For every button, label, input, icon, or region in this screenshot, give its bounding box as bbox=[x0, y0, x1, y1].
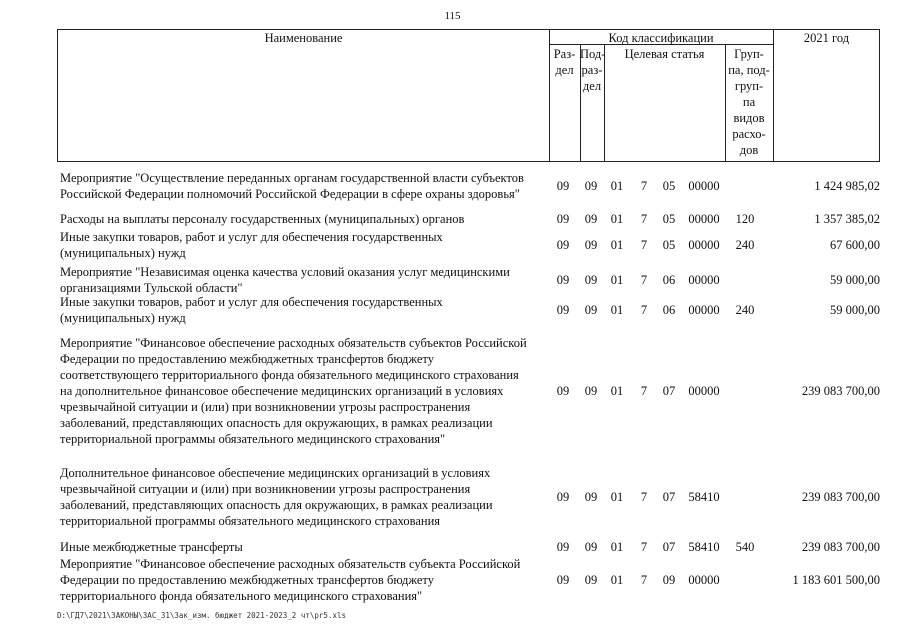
header-name: Наименование bbox=[264, 31, 343, 45]
row-name: Расходы на выплаты персоналу государственных (муниципальных) органов bbox=[60, 212, 465, 226]
cell-podrazdel: 09 bbox=[584, 490, 598, 504]
row-name: Мероприятие "Финансовое обеспечение расходных обязательств субъекта Российской Федерации по предоставлению межбюджетных трансфертов бюджету территориального фонда обязательного медицинского страхования" bbox=[60, 557, 521, 603]
row-name: Мероприятие "Финансовое обеспечение расходных обязательств субъектов Российской Федерации по предоставлению межбюджетных трансфертов бюджету соответствующего территориального фонда обязательного медицинского страхования на дополнительное финансовое обеспечение медицинских организаций в условиях чрезвычайной ситуации и (или) при возникновении угрозы распространения заболеваний, представляющих опасность для окружающих, в рамках реализации территориальной программы обязательного медицинского страхования" bbox=[60, 336, 527, 446]
cell-cs3: 05 bbox=[662, 212, 676, 226]
row-name: Иные межбюджетные трансферты bbox=[60, 540, 243, 554]
cell-amount: 239 083 700,00 bbox=[801, 490, 880, 504]
row-name: Иные закупки товаров, работ и услуг для обеспечения государственных (муниципальных) нужд bbox=[60, 230, 443, 260]
cell-cs3: 07 bbox=[662, 540, 676, 554]
cell-amount: 59 000,00 bbox=[830, 273, 880, 287]
cell-amount: 59 000,00 bbox=[830, 303, 880, 317]
page-number: 115 bbox=[444, 10, 461, 22]
cell-cs2: 7 bbox=[640, 238, 648, 252]
cell-podrazdel: 09 bbox=[584, 384, 598, 398]
cell-cs1: 01 bbox=[610, 490, 624, 504]
cell-vr: 540 bbox=[735, 540, 755, 554]
cell-cs3: 06 bbox=[662, 273, 676, 287]
cell-razdel: 09 bbox=[556, 490, 570, 504]
cell-razdel: 09 bbox=[556, 179, 570, 193]
cell-cs1: 01 bbox=[610, 540, 624, 554]
cell-vr: 240 bbox=[735, 303, 755, 317]
header-podrazdel: Под- раз- дел bbox=[580, 47, 606, 93]
cell-cs2: 7 bbox=[640, 212, 648, 226]
header-group: Груп- па, под- груп- па видов расхо- дов bbox=[728, 47, 770, 157]
cell-podrazdel: 09 bbox=[584, 303, 598, 317]
cell-cs3: 06 bbox=[662, 303, 676, 317]
cell-cs4: 00000 bbox=[688, 179, 720, 193]
cell-amount: 1 357 385,02 bbox=[814, 212, 880, 226]
cell-razdel: 09 bbox=[556, 238, 570, 252]
row-name: Дополнительное финансовое обеспечение медицинских организаций в условиях чрезвычайной ситуации и (или) при возникновении угрозы распространения заболеваний, представляющих опасность для окружающих, в рамках реализации территориальной программы обязательного медицинского страхования bbox=[60, 466, 493, 528]
cell-cs1: 01 bbox=[610, 384, 624, 398]
row-name: Мероприятие "Осуществление переданных органам государственной власти субъектов Российской Федерации полномочий Российской Федерации в сфере охраны здоровья" bbox=[60, 171, 524, 201]
cell-cs2: 7 bbox=[640, 573, 648, 587]
table-header bbox=[57, 29, 880, 162]
cell-podrazdel: 09 bbox=[584, 179, 598, 193]
header-year: 2021 год bbox=[803, 31, 850, 45]
cell-cs3: 07 bbox=[662, 384, 676, 398]
cell-podrazdel: 09 bbox=[584, 238, 598, 252]
row-name: Иные закупки товаров, работ и услуг для обеспечения государственных (муниципальных) нужд bbox=[60, 295, 443, 325]
cell-amount: 239 083 700,00 bbox=[801, 540, 880, 554]
cell-amount: 1 424 985,02 bbox=[814, 179, 880, 193]
cell-cs2: 7 bbox=[640, 540, 648, 554]
cell-razdel: 09 bbox=[556, 540, 570, 554]
cell-cs4: 00000 bbox=[688, 212, 720, 226]
cell-cs3: 05 bbox=[662, 179, 676, 193]
cell-cs1: 01 bbox=[610, 303, 624, 317]
cell-amount: 239 083 700,00 bbox=[801, 384, 880, 398]
header-code-group: Код классификации bbox=[608, 31, 714, 45]
cell-podrazdel: 09 bbox=[584, 212, 598, 226]
cell-cs1: 01 bbox=[610, 212, 624, 226]
cell-cs4: 00000 bbox=[688, 273, 720, 287]
cell-cs1: 01 bbox=[610, 273, 624, 287]
cell-amount: 1 183 601 500,00 bbox=[792, 573, 880, 587]
cell-cs2: 7 bbox=[640, 179, 648, 193]
header-razdel: Раз- дел bbox=[553, 47, 576, 77]
cell-razdel: 09 bbox=[556, 384, 570, 398]
cell-cs4: 58410 bbox=[688, 490, 720, 504]
cell-cs3: 07 bbox=[662, 490, 676, 504]
cell-cs2: 7 bbox=[640, 303, 648, 317]
cell-cs1: 01 bbox=[610, 179, 624, 193]
cell-vr: 240 bbox=[735, 238, 755, 252]
cell-cs1: 01 bbox=[610, 573, 624, 587]
cell-podrazdel: 09 bbox=[584, 273, 598, 287]
cell-cs4: 00000 bbox=[688, 384, 720, 398]
cell-podrazdel: 09 bbox=[584, 540, 598, 554]
cell-razdel: 09 bbox=[556, 273, 570, 287]
cell-cs4: 00000 bbox=[688, 303, 720, 317]
cell-cs4: 58410 bbox=[688, 540, 720, 554]
cell-razdel: 09 bbox=[556, 573, 570, 587]
cell-cs2: 7 bbox=[640, 490, 648, 504]
cell-cs4: 00000 bbox=[688, 238, 720, 252]
file-path-footer: D:\ГД7\2021\ЗАКОНЫ\ЗАС_31\Зак_изм. бюджет 2021-2023_2 чт\pr5.xls bbox=[57, 611, 346, 620]
cell-cs2: 7 bbox=[640, 273, 648, 287]
cell-cs3: 09 bbox=[662, 573, 676, 587]
cell-cs1: 01 bbox=[610, 238, 624, 252]
cell-amount: 67 600,00 bbox=[830, 238, 880, 252]
cell-podrazdel: 09 bbox=[584, 573, 598, 587]
header-target: Целевая статья bbox=[624, 47, 705, 61]
cell-vr: 120 bbox=[735, 212, 755, 226]
cell-cs4: 00000 bbox=[688, 573, 720, 587]
cell-razdel: 09 bbox=[556, 303, 570, 317]
row-name: Мероприятие "Независимая оценка качества условий оказания услуг медицинскими организациями Тульской области" bbox=[60, 265, 510, 295]
cell-cs3: 05 bbox=[662, 238, 676, 252]
cell-razdel: 09 bbox=[556, 212, 570, 226]
cell-cs2: 7 bbox=[640, 384, 648, 398]
